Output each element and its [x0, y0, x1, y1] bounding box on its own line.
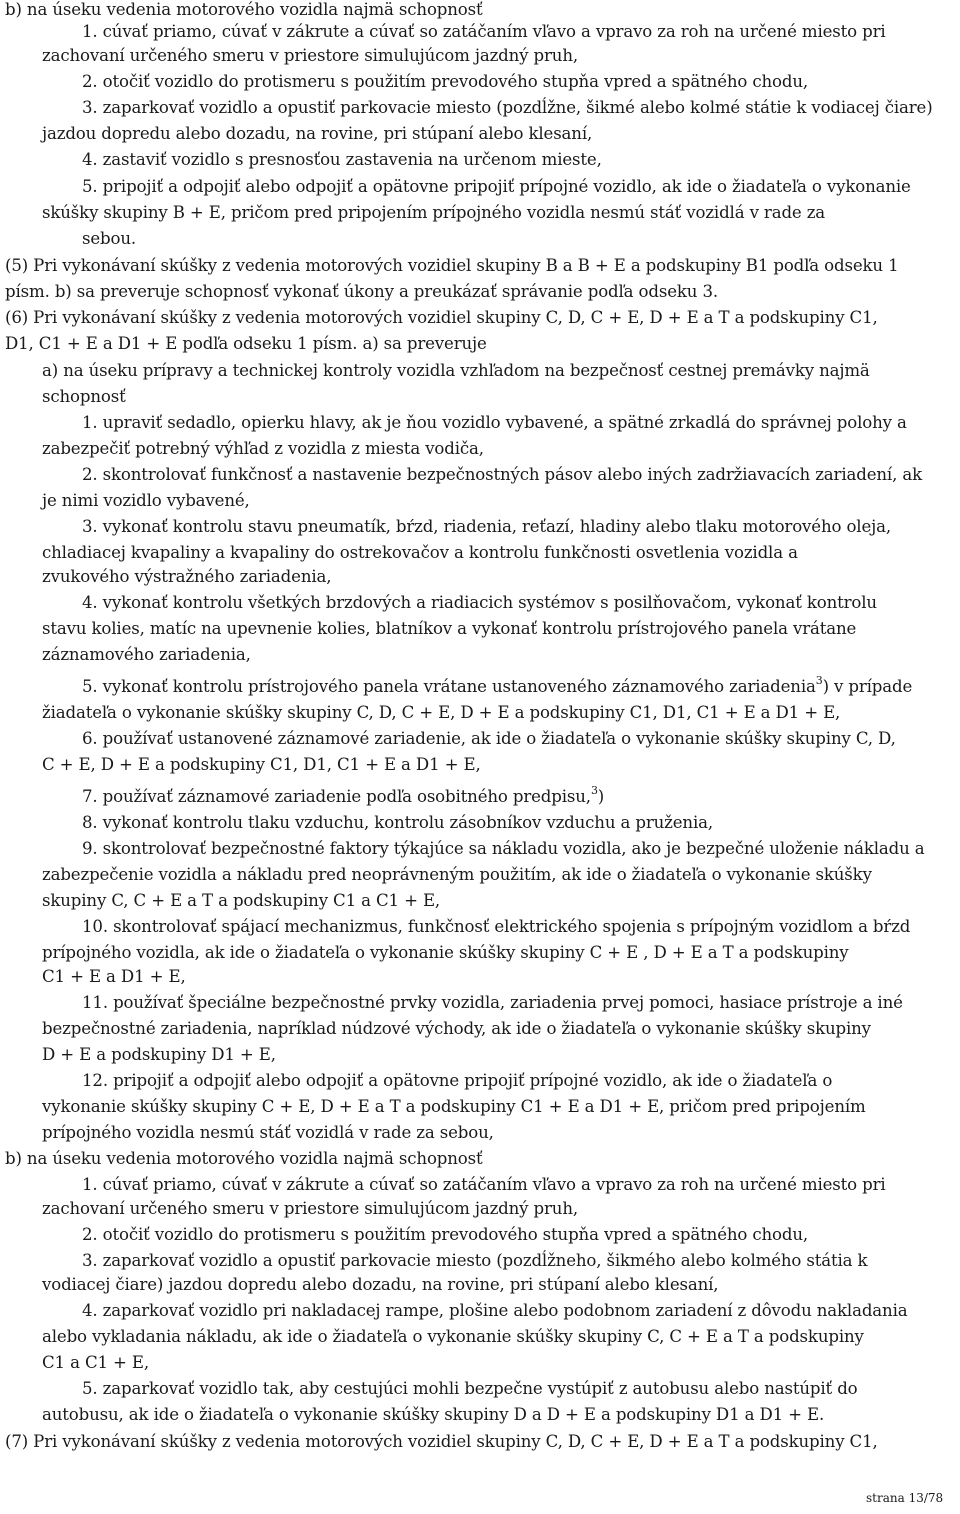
text-line: 3. zaparkovať vozidlo a opustiť parkovacie miesto (pozdĺžneho, šikmého alebo kolmého státia k	[82, 1251, 868, 1270]
text-line: D + E a podskupiny D1 + E,	[42, 1045, 276, 1064]
text-line: 6. používať ustanovené záznamové zariadenie, ak ide o žiadateľa o vykonanie skúšky skupiny C, D,	[82, 729, 896, 748]
text-line: 12. pripojiť a odpojiť alebo odpojiť a opätovne pripojiť prípojné vozidlo, ak ide o žiadateľa o	[82, 1071, 833, 1090]
text-line: 3. zaparkovať vozidlo a opustiť parkovacie miesto (pozdĺžne, šikmé alebo kolmé státie k vodiacej čiare)	[82, 98, 933, 117]
page-number: strana 13/78	[866, 1491, 944, 1505]
text-line: 9. skontrolovať bezpečnostné faktory týkajúce sa nákladu vozidla, ako je bezpečné uloženie nákladu a	[82, 839, 925, 858]
text-line: 4. vykonať kontrolu všetkých brzdových a riadiacich systémov s posilňovačom, vykonať kontrolu	[82, 593, 877, 612]
text-line: jazdou dopredu alebo dozadu, na rovine, pri stúpaní alebo klesaní,	[42, 124, 593, 143]
text-line: (5) Pri vykonávaní skúšky z vedenia motorových vozidiel skupiny B a B + E a podskupiny B1 podľa odseku 1	[5, 256, 899, 275]
text-line: vodiacej čiare) jazdou dopredu alebo dozadu, na rovine, pri stúpaní alebo klesaní,	[42, 1275, 719, 1294]
text-line: záznamového zariadenia,	[42, 645, 251, 664]
text-line: prípojného vozidla, ak ide o žiadateľa o vykonanie skúšky skupiny C + E , D + E a T a podskupiny	[42, 943, 849, 962]
text-line: zvukového výstražného zariadenia,	[42, 567, 332, 586]
text-line: autobusu, ak ide o žiadateľa o vykonanie skúšky skupiny D a D + E a podskupiny D1 a D1 + E.	[42, 1405, 825, 1424]
text-line: je nimi vozidlo vybavené,	[42, 491, 250, 510]
text-line: 5. vykonať kontrolu prístrojového panela vrátane ustanoveného záznamového zariadenia$^3$) v prípade	[82, 674, 913, 696]
text-line: C + E, D + E a podskupiny C1, D1, C1 + E a D1 + E,	[42, 755, 481, 774]
text-line: b) na úseku vedenia motorového vozidla najmä schopnosť	[5, 1149, 483, 1168]
text-line: 5. zaparkovať vozidlo tak, aby cestujúci mohli bezpečne vystúpiť z autobusu alebo nastúpiť do	[82, 1379, 858, 1398]
text-line: 4. zastaviť vozidlo s presnosťou zastavenia na určenom mieste,	[82, 150, 602, 169]
footnote-reference: 3	[590, 784, 598, 797]
footnote-reference: 3	[815, 674, 823, 687]
text-line: zachovaní určeného smeru v priestore simulujúcom jazdný pruh,	[42, 46, 578, 65]
text-line: vykonanie skúšky skupiny C + E, D + E a T a podskupiny C1 + E a D1 + E, pričom pred pripojením	[42, 1097, 866, 1116]
text-line: D1, C1 + E a D1 + E podľa odseku 1 písm. a) sa preveruje	[5, 334, 487, 353]
text-line: alebo vykladania nákladu, ak ide o žiadateľa o vykonanie skúšky skupiny C, C + E a T a podskupiny	[42, 1327, 864, 1346]
text-line: písm. b) sa preveruje schopnosť vykonať úkony a preukázať správanie podľa odseku 3.	[5, 282, 718, 301]
text-line: 2. otočiť vozidlo do protismeru s použitím prevodového stupňa vpred a spätného chodu,	[82, 72, 809, 91]
text-line: 1. cúvať priamo, cúvať v zákrute a cúvať so zatáčaním vľavo a vpravo za roh na určené miesto pri	[82, 22, 886, 41]
text-line: zabezpečiť potrebný výhľad z vozidla z miesta vodiča,	[42, 439, 484, 458]
text-line: 2. otočiť vozidlo do protismeru s použitím prevodového stupňa vpred a spätného chodu,	[82, 1225, 809, 1244]
text-line: sebou.	[82, 229, 137, 248]
text-line: stavu kolies, matíc na upevnenie kolies, blatníkov a vykonať kontrolu prístrojového panela vrátane	[42, 619, 857, 638]
text-line: a) na úseku prípravy a technickej kontroly vozidla vzhľadom na bezpečnosť cestnej premávky najmä	[42, 361, 870, 380]
text-line: zabezpečenie vozidla a nákladu pred neoprávneným použitím, ak ide o žiadateľa o vykonanie skúšky	[42, 865, 872, 884]
text-line: bezpečnostné zariadenia, napríklad núdzové východy, ak ide o žiadateľa o vykonanie skúšky skupiny	[42, 1019, 871, 1038]
text-line: 11. používať špeciálne bezpečnostné prvky vozidla, zariadenia prvej pomoci, hasiace prístroje a iné	[82, 993, 903, 1012]
text-line: 1. upraviť sedadlo, opierku hlavy, ak je ňou vozidlo vybavené, a spätné zrkadlá do správnej polohy a	[82, 413, 907, 432]
text-line: 5. pripojiť a odpojiť alebo odpojiť a opätovne pripojiť prípojné vozidlo, ak ide o žiadateľa o vykonanie	[82, 177, 911, 196]
text-line: C1 a C1 + E,	[42, 1353, 149, 1372]
text-line: 4. zaparkovať vozidlo pri nakladacej rampe, plošine alebo podobnom zariadení z dôvodu nakladania	[82, 1301, 908, 1320]
text-line: žiadateľa o vykonanie skúšky skupiny C, D, C + E, D + E a podskupiny C1, D1, C1 + E a D1 + E,	[42, 703, 841, 722]
text-line: 8. vykonať kontrolu tlaku vzduchu, kontrolu zásobníkov vzduchu a pruženia,	[82, 813, 713, 832]
text-line: 2. skontrolovať funkčnosť a nastavenie bezpečnostných pásov alebo iných zadržiavacích zariadení, ak	[82, 465, 922, 484]
text-line: (6) Pri vykonávaní skúšky z vedenia motorových vozidiel skupiny C, D, C + E, D + E a T a podskupiny C1,	[5, 308, 878, 327]
text-line: prípojného vozidla nesmú stáť vozidlá v rade za sebou,	[42, 1123, 494, 1142]
text-line: chladiacej kvapaliny a kvapaliny do ostrekovačov a kontrolu funkčnosti osvetlenia vozidla a	[42, 543, 798, 562]
text-line: skúšky skupiny B + E, pričom pred pripojením prípojného vozidla nesmú stáť vozidlá v rade za	[42, 203, 826, 222]
text-line: schopnosť	[42, 387, 126, 406]
text-line: 3. vykonať kontrolu stavu pneumatík, bŕzd, riadenia, reťazí, hladiny alebo tlaku motorového oleja,	[82, 517, 891, 536]
text-line: 7. používať záznamové zariadenie podľa osobitného predpisu,$^3$)	[82, 784, 605, 806]
text-line: skupiny C, C + E a T a podskupiny C1 a C1 + E,	[42, 891, 441, 910]
text-line: (7) Pri vykonávaní skúšky z vedenia motorových vozidiel skupiny C, D, C + E, D + E a T a podskupiny C1,	[5, 1432, 878, 1451]
text-line: 1. cúvať priamo, cúvať v zákrute a cúvať so zatáčaním vľavo a vpravo za roh na určené miesto pri	[82, 1175, 886, 1194]
text-line: 10. skontrolovať spájací mechanizmus, funkčnosť elektrického spojenia s prípojným vozidlom a bŕzd	[82, 917, 911, 936]
text-line: C1 + E a D1 + E,	[42, 967, 186, 986]
text-line: zachovaní určeného smeru v priestore simulujúcom jazdný pruh,	[42, 1199, 578, 1218]
text-line: b) na úseku vedenia motorového vozidla najmä schopnosť	[5, 0, 483, 19]
